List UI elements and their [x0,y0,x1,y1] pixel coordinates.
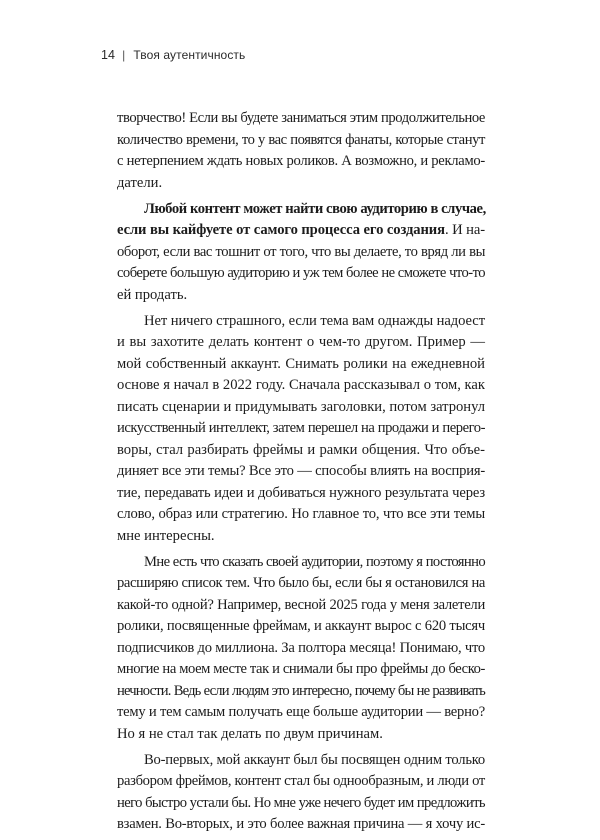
text-line: взамен. Во-вторых, и это более важная причина — я хочу ис- [117,816,485,832]
text-line: диняет все эти темы? Все это — способы влиять на восприя- [117,463,485,479]
bold-text: если вы кайфуете от самого процесса его создания [117,222,445,238]
text-line: воры, стал разбирать фреймы и рамки общения. Что объе- [117,441,485,458]
text-line: искусственный интеллект, затем перешел на продажи и перего- [117,420,485,436]
page-number: 14 [101,48,116,62]
text-line: творчество! Если вы будете заниматься этим продолжительное [117,110,485,126]
paragraph [117,108,485,194]
text-line: писать сценарии и придумывать заголовки, потом затронул [117,398,485,415]
text-line: него быстро устали бы. Но мне уже нечего будет им предложить [117,794,485,811]
body-text [117,108,485,840]
text-line: слово, образ или стратегию. Но главное то, что все эти темы [117,506,485,522]
text-line: и вы захотите делать контент о чем-то другом. Пример — [117,334,485,350]
text-line: соберете большую аудиторию и уж тем более не сможете что-то [117,265,485,281]
text-line: тие, передавать идеи и добиваться нужного результата через [117,484,485,501]
text-line: ей продать. [117,286,188,303]
text-line: Во-первых, мой аккаунт был бы посвящен одним только [144,751,485,768]
text-line: датели. [117,174,163,191]
text-line: Но я не стал так делать по двум причинам. [117,725,383,742]
text-line: оборот, если вас тошнит от того, что вы делаете, то вряд ли вы [117,243,485,260]
text-line: расширяю список тем. Что было бы, если бы я остановился на [117,575,485,591]
text-line: Нет ничего страшного, если тема вам однажды надоест [144,312,486,329]
text-line: если вы кайфуете от самого процесса его создания. И на- [117,222,485,238]
header-separator: | [122,48,126,62]
chapter-title: Твоя аутентичность [133,48,246,62]
text-line: тему и тем самым получать еще больше аудитории — верно? [117,704,485,720]
text-line: многие на моем месте так и снимали бы про фреймы до беско- [117,661,485,677]
text-line [117,199,485,221]
text-line: нечности. Ведь если людям это интересно, почему бы не развивать [117,682,485,699]
paragraph [117,199,485,307]
bold-text: Любой контент может найти свою аудиторию в случае, [144,200,486,217]
text-line: количество времени, то у вас появятся фанаты, которые станут [117,131,485,148]
paragraph [117,552,485,746]
text-line: мой собственный аккаунт. Снимать ролики на ежедневной [117,355,485,372]
text-line: разбором фреймов, контент стал бы однообразным, и люди от [117,773,485,789]
text-line: подписчиков до миллиона. За полтора месяца! Понимаю, что [117,639,485,656]
text-line: ролики, посвященные фреймам, и аккаунт вырос с 620 тысяч [117,618,485,634]
text-line: основе я начал в 2022 году. Сначала рассказывал о том, как [117,377,485,393]
text-line: с нетерпением ждать новых роликов. А возможно, и рекламо- [117,153,485,169]
running-header [101,48,245,62]
paragraph [117,311,485,548]
text-line: мне интересны. [117,527,215,544]
text-line: Мне есть что сказать своей аудитории, поэтому я постоянно [144,553,485,570]
paragraph [117,750,485,836]
text-line: какой-то одной? Например, весной 2025 года у меня залетели [117,596,485,613]
